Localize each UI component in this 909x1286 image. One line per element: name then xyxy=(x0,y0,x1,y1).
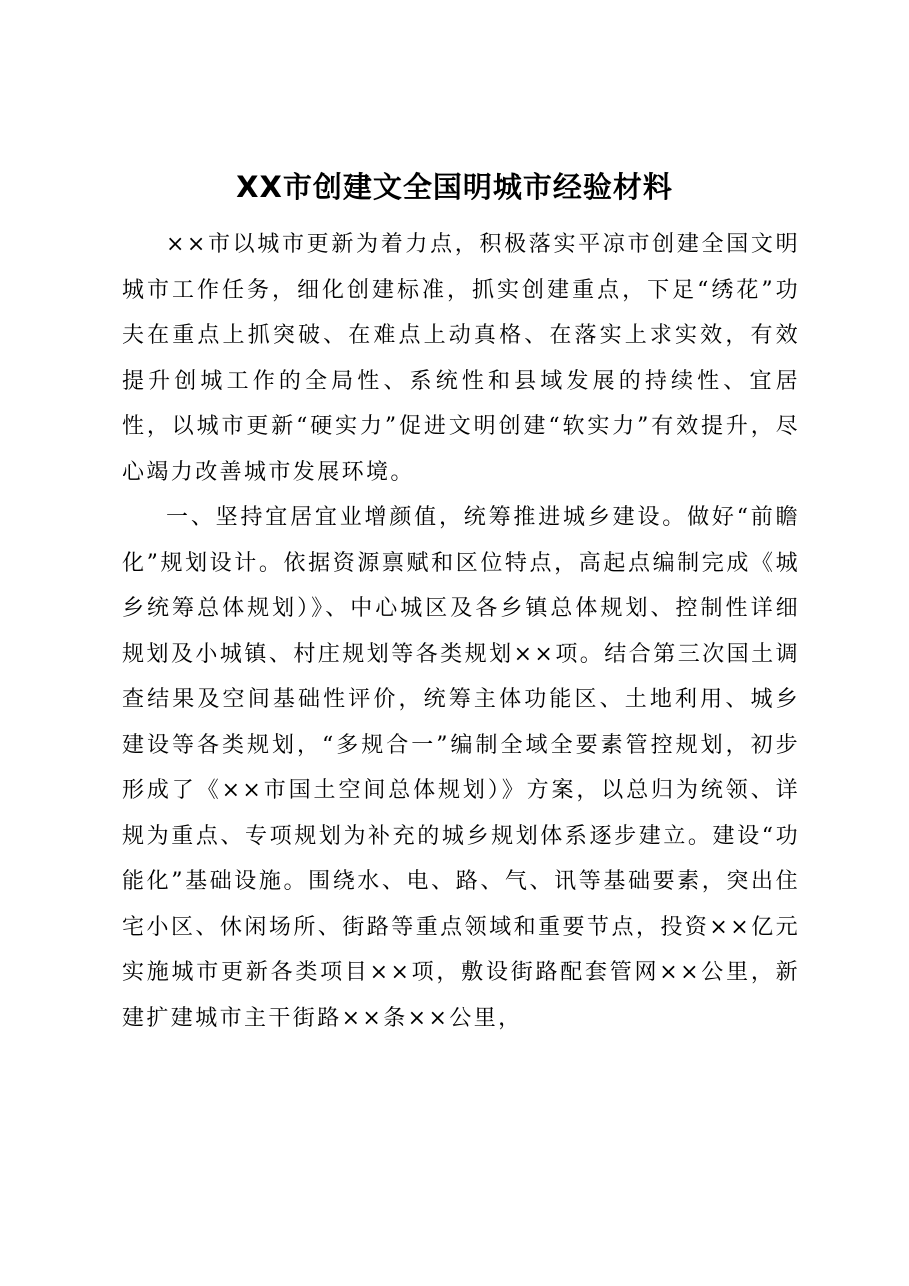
document-body xyxy=(122,222,800,1041)
paragraph-section-one: 一、坚持宜居宜业增颜值，统筹推进城乡建设。做好“前瞻化”规划设计。依据资源禀赋和区位特点，高起点编制完成《城乡统筹总体规划）》、中心城区及各乡镇总体规划、控制性详细规划及小城镇、村庄规划等各类规划××项。结合第三次国土调查结果及空间基础性评价，统筹主体功能区、土地利用、城乡建设等各类规划，“多规合一”编制全域全要素管控规划，初步形成了《××市国土空间总体规划）》方案，以总归为统领、详规为重点、专项规划为补充的城乡规划体系逐步建立。建设“功能化”基础设施。围绕水、电、路、气、讯等基础要素，突出住宅小区、休闲场所、街路等重点领域和重要节点，投资××亿元实施城市更新各类项目××项，敷设街路配套管网××公里，新建扩建城市主干街路××条××公里， xyxy=(122,505,800,1031)
document-title: XX市创建文全国明城市经验材料 xyxy=(236,170,673,204)
paragraph-intro: ××市以城市更新为着力点，积极落实平凉市创建全国文明城市工作任务，细化创建标准，抓实创建重点，下足“绣花”功夫在重点上抓突破、在难点上动真格、在落实上求实效，有效提升创城工作的全局性、系统性和县域发展的持续性、宜居性，以城市更新“硬实力”促进文明创建“软实力”有效提升，尽心竭力改善城市发展环境。 xyxy=(122,232,800,485)
